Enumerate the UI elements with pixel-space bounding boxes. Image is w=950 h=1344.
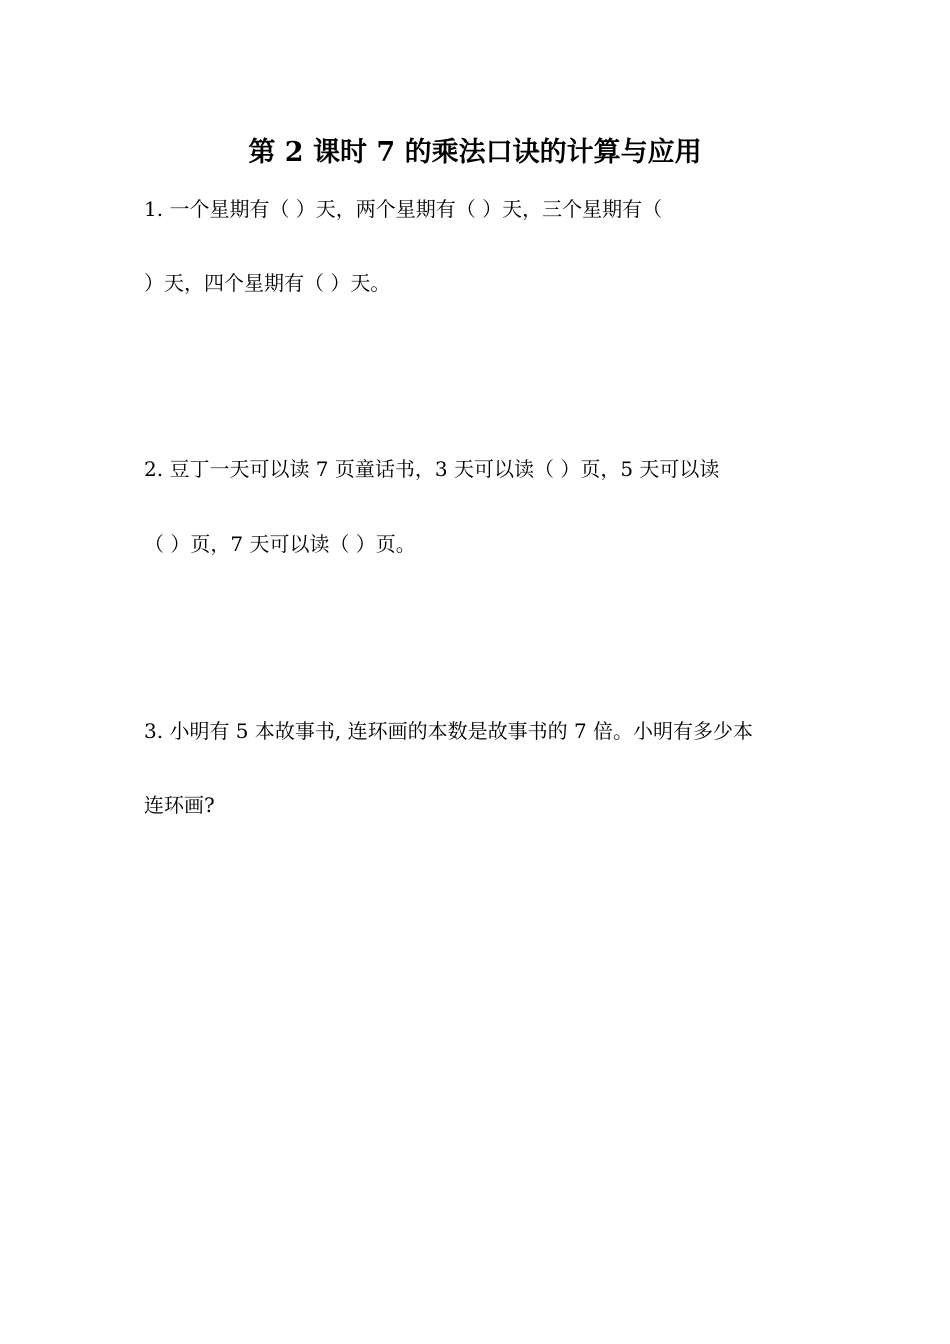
question-2-line-2: （ ）页，7 天可以读（ ）页。: [144, 532, 416, 556]
question-3-line-2: 连环画?: [144, 793, 215, 817]
question-1-line-1: 1. 一个星期有（ ）天，两个星期有（ ）天，三个星期有（: [144, 197, 663, 221]
question-1-line-2: ）天，四个星期有（ ）天。: [144, 271, 391, 295]
question-3-line-1: 3. 小明有 5 本故事书, 连环画的本数是故事书的 7 倍。小明有多少本: [144, 719, 754, 743]
page-title: 第 2 课时 7 的乘法口诀的计算与应用: [248, 137, 702, 168]
question-2-line-1: 2. 豆丁一天可以读 7 页童话书，3 天可以读（ ）页，5 天可以读: [144, 457, 720, 481]
